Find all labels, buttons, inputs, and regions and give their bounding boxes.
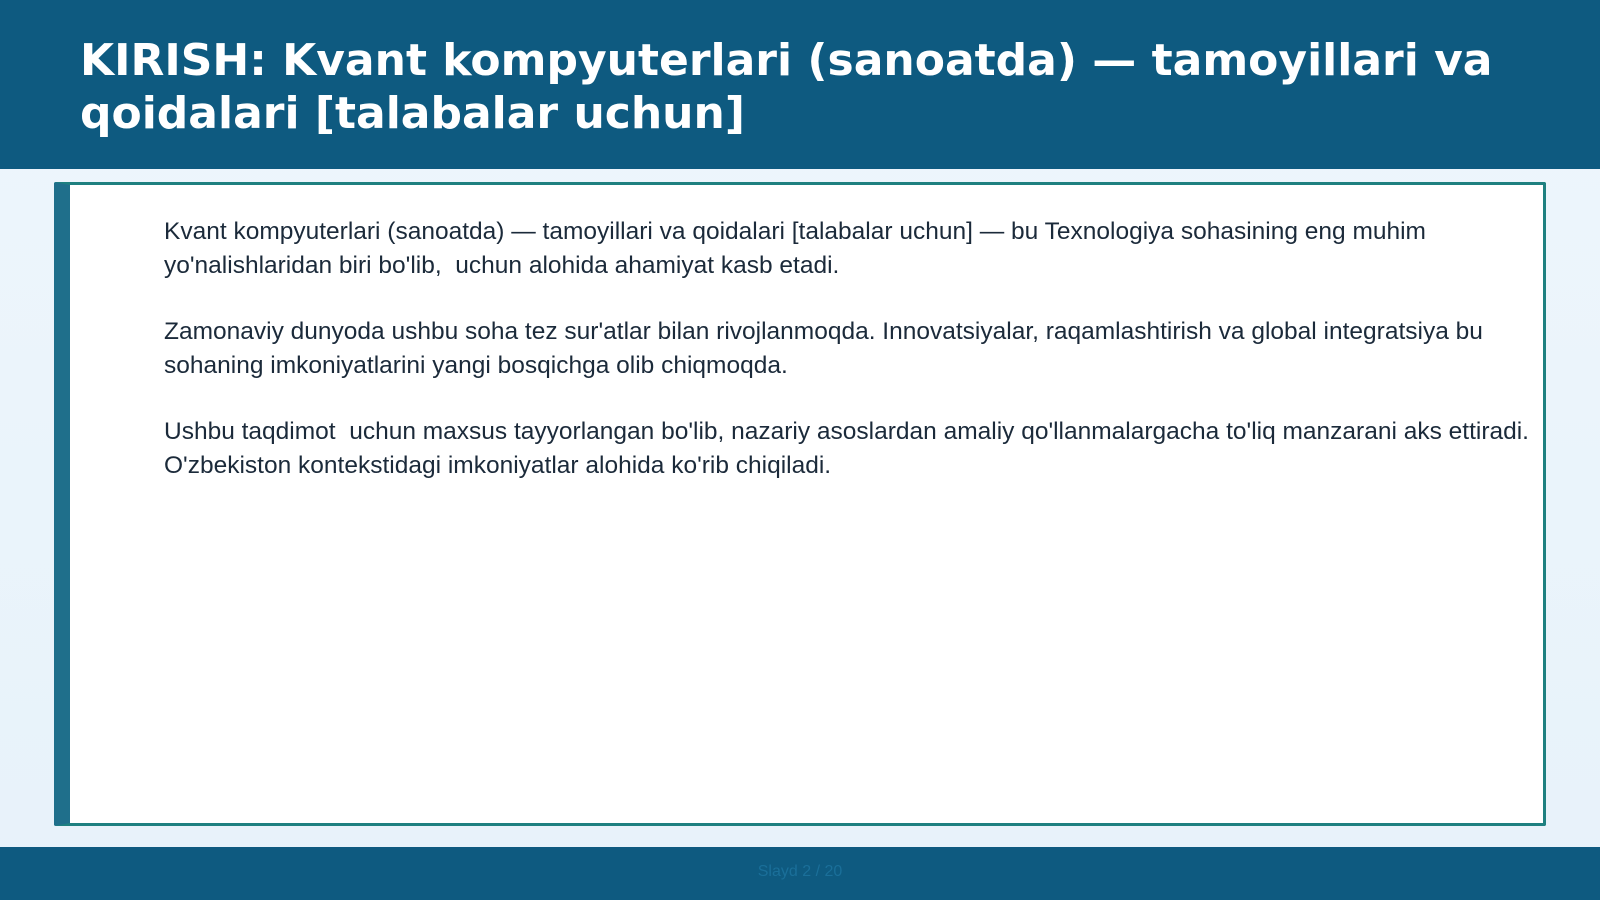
content-text [164,215,1534,515]
paragraph-introduction: Kvant kompyuterlari (sanoatda) — tamoyillari va qoidalari [talabalar uchun] — bu Texnologiya sohasining eng muhim yo'nalishlaridan biri bo'lib, uchun alohida ahamiyat kasb etadi. [164,218,1433,279]
slide-header [0,0,1600,169]
paragraph-presentation-purpose: Ushbu taqdimot uchun maxsus tayyorlangan bo'lib, nazariy asoslardan amaliy qo'llanmalargacha to'liq manzarani aks ettiradi. O'zbekiston kontekstidagi imkoniyatlar alohida ko'rib chiqiladi. [164,418,1536,479]
paragraph-modern-development: Zamonaviy dunyoda ushbu soha tez sur'atlar bilan rivojlanmoqda. Innovatsiyalar, raqamlashtirish va global integratsiya bu sohaning imkoniyatlarini yangi bosqichga olib chiqmoqda. [164,318,1490,379]
slide-title: KIRISH: Kvant kompyuterlari (sanoatda) — tamoyillari va qoidalari [talabalar uchun] [80,35,1493,139]
slide-footer [0,847,1600,900]
content-card [54,182,1546,826]
slide-number: Slayd 2 / 20 [757,863,843,880]
